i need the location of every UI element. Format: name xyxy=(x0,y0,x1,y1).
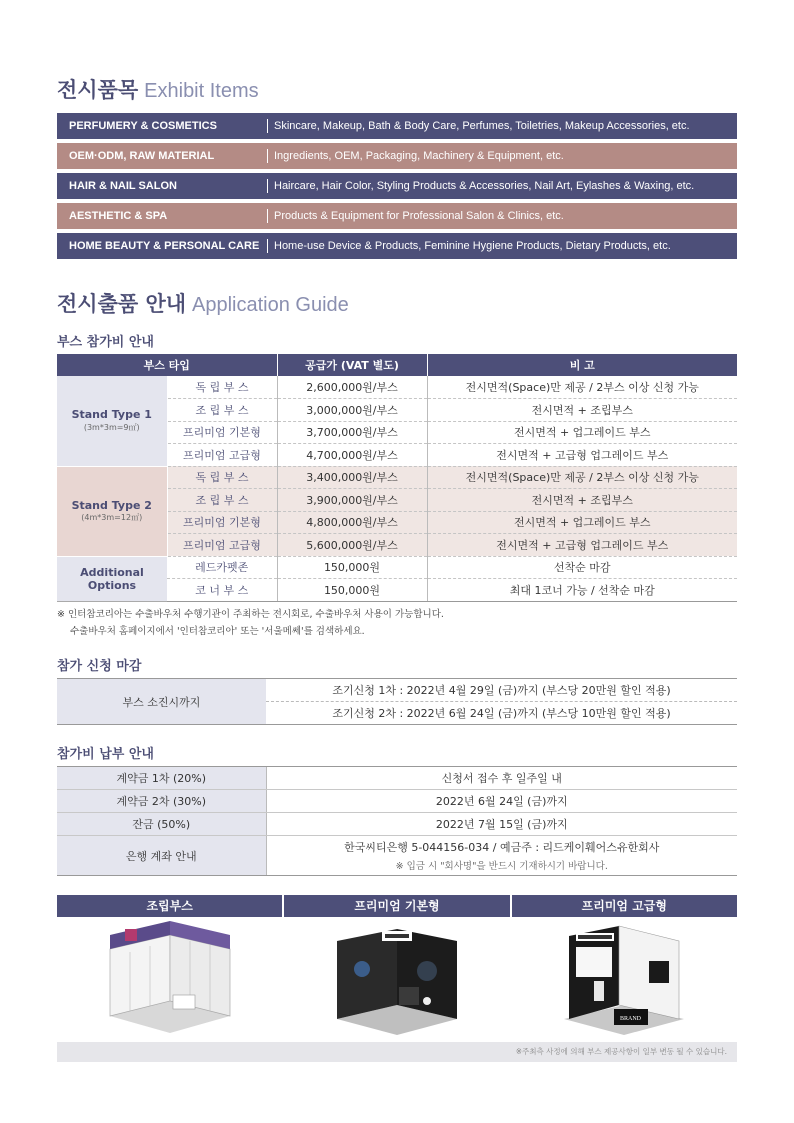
booth-price: 3,900,000원/부스 xyxy=(277,489,427,512)
booth-note: 전시면적 + 업그레이드 부스 xyxy=(427,421,737,444)
exhibit-description: Products & Equipment for Professional Salon & Clinics, etc. xyxy=(274,210,564,222)
options-label-line2: Options xyxy=(87,578,137,592)
exhibit-row xyxy=(57,173,737,199)
guide-title-ko: 전시출품 안내 xyxy=(57,292,187,316)
premium-deluxe-booth-image xyxy=(510,917,737,1042)
exhibit-category: HAIR & NAIL SALON xyxy=(69,180,177,192)
guide-section-title xyxy=(57,288,349,318)
note-line: ※ 인터참코리아는 수출바우처 수행기관이 주최하는 전시회로, 수출바우처 사용이 가능합니다. xyxy=(57,609,444,620)
booth-note: 전시면적(Space)만 제공 / 2부스 이상 신청 가능 xyxy=(427,376,737,399)
additional-options-cell xyxy=(57,556,167,601)
booth-note: 전시면적(Space)만 제공 / 2부스 이상 신청 가능 xyxy=(427,466,737,489)
payment-label: 잔금 (50%) xyxy=(57,813,266,836)
booth-header-shell: 조립부스 xyxy=(57,895,284,917)
booth-note: 선착순 마감 xyxy=(427,556,737,579)
header-booth-type: 부스 타입 xyxy=(57,354,277,376)
booth-price: 3,700,000원/부스 xyxy=(277,421,427,444)
booth-note: 전시면적 + 조립부스 xyxy=(427,489,737,512)
booth-name: 독 립 부 스 xyxy=(167,376,277,399)
table-row xyxy=(57,376,737,399)
exhibit-category: PERFUMERY & COSMETICS xyxy=(69,120,217,132)
booth-note: 최대 1코너 가능 / 선착순 마감 xyxy=(427,579,737,602)
voucher-note xyxy=(57,606,444,640)
header-note: 비 고 xyxy=(427,354,737,376)
exhibit-category: HOME BEAUTY & PERSONAL CARE xyxy=(69,240,260,252)
early-registration-2: 조기신청 2차 : 2022년 6월 24일 (금)까지 (부스당 10만원 할인 적용) xyxy=(266,702,737,725)
payment-label: 계약금 1차 (20%) xyxy=(57,767,266,790)
payment-value: 신청서 접수 후 일주일 내 xyxy=(266,767,737,790)
booth-name: 독 립 부 스 xyxy=(167,466,277,489)
table-header-row xyxy=(57,354,737,376)
booth-fee-table xyxy=(57,354,737,602)
bank-value-cell xyxy=(266,836,737,876)
exhibit-category: AESTHETIC & SPA xyxy=(69,210,168,222)
booth-name: 프리미엄 기본형 xyxy=(167,511,277,534)
deadline-label: 부스 소진시까지 xyxy=(57,679,266,725)
options-label-line1: Additional xyxy=(80,565,144,579)
exhibit-description: Skincare, Makeup, Bath & Body Care, Perfumes, Toiletries, Makeup Accessories, etc. xyxy=(274,120,690,132)
note-line: 수출바우처 홈페이지에서 '인터참코리아' 또는 '서울메쎄'를 검색하세요. xyxy=(70,626,365,637)
header-price: 공급가 (VAT 별도) xyxy=(277,354,427,376)
table-row xyxy=(57,790,737,813)
booth-gallery xyxy=(57,895,737,1062)
premium-basic-booth-image xyxy=(284,917,511,1042)
booth-price: 150,000원 xyxy=(277,579,427,602)
table-row xyxy=(57,767,737,790)
booth-name: 코 너 부 스 xyxy=(167,579,277,602)
booth-header-premium-deluxe: 프리미엄 고급형 xyxy=(512,895,737,917)
exhibit-row xyxy=(57,143,737,169)
stand-type-cell xyxy=(57,466,167,556)
payment-table xyxy=(57,766,737,876)
exhibit-row xyxy=(57,203,737,229)
booth-price: 3,400,000원/부스 xyxy=(277,466,427,489)
booth-header-premium-basic: 프리미엄 기본형 xyxy=(284,895,511,917)
booth-name: 프리미엄 고급형 xyxy=(167,444,277,467)
exhibit-title-en: Exhibit Items xyxy=(144,80,259,102)
booth-name: 프리미엄 고급형 xyxy=(167,534,277,557)
booth-name: 조 립 부 스 xyxy=(167,489,277,512)
booth-note: 전시면적 + 고급형 업그레이드 부스 xyxy=(427,534,737,557)
booth-images xyxy=(57,917,737,1042)
early-registration-1: 조기신청 1차 : 2022년 4월 29일 (금)까지 (부스당 20만원 할인 적용) xyxy=(266,679,737,702)
payment-label: 계약금 2차 (30%) xyxy=(57,790,266,813)
booth-price: 2,600,000원/부스 xyxy=(277,376,427,399)
payment-subtitle: 참가비 납부 안내 xyxy=(57,747,154,762)
table-row xyxy=(57,679,737,702)
stand-size: (3m*3m=9㎡) xyxy=(83,422,140,432)
booth-name: 조 립 부 스 xyxy=(167,399,277,422)
exhibit-description: Haircare, Hair Color, Styling Products & Accessories, Nail Art, Eylashes & Waxing, etc. xyxy=(274,180,695,192)
booth-note: 전시면적 + 고급형 업그레이드 부스 xyxy=(427,444,737,467)
svg-text:BRAND: BRAND xyxy=(619,1015,641,1022)
bank-account: 한국씨티은행 5-044156-034 / 예금주 : 리드케이훼어스유한회사 xyxy=(344,841,660,854)
booth-note: 전시면적 + 조립부스 xyxy=(427,399,737,422)
booth-price: 4,800,000원/부스 xyxy=(277,511,427,534)
booth-headers xyxy=(57,895,737,917)
table-row xyxy=(57,466,737,489)
divider xyxy=(267,119,268,133)
booth-price: 5,600,000원/부스 xyxy=(277,534,427,557)
stand-type-label: Stand Type 2 xyxy=(71,498,152,512)
divider xyxy=(267,209,268,223)
stand-type-label: Stand Type 1 xyxy=(71,408,152,422)
divider xyxy=(267,149,268,163)
exhibit-row xyxy=(57,113,737,139)
table-row xyxy=(57,556,737,579)
deadline-table xyxy=(57,678,737,725)
exhibit-list xyxy=(57,113,737,263)
stand-size: (4m*3m=12㎡) xyxy=(81,512,143,522)
deadline-subtitle: 참가 신청 마감 xyxy=(57,659,142,674)
table-row xyxy=(57,813,737,836)
payment-value: 2022년 6월 24일 (금)까지 xyxy=(266,790,737,813)
stand-type-cell xyxy=(57,376,167,466)
payment-value: 2022년 7월 15일 (금)까지 xyxy=(266,813,737,836)
exhibit-description: Ingredients, OEM, Packaging, Machinery & Equipment, etc. xyxy=(274,150,564,162)
booth-name: 레드카펫존 xyxy=(167,556,277,579)
table-row xyxy=(57,836,737,876)
bank-note: ※ 입금 시 "회사명"을 반드시 기재하시기 바랍니다. xyxy=(395,861,608,872)
exhibit-title-ko: 전시품목 xyxy=(57,78,139,102)
booth-note: 전시면적 + 업그레이드 부스 xyxy=(427,511,737,534)
shell-booth-image xyxy=(57,917,284,1042)
divider xyxy=(267,239,268,253)
exhibit-row xyxy=(57,233,737,259)
bank-label: 은행 계좌 안내 xyxy=(57,836,266,876)
booth-price: 150,000원 xyxy=(277,556,427,579)
booth-name: 프리미엄 기본형 xyxy=(167,421,277,444)
guide-title-en: Application Guide xyxy=(192,294,349,316)
exhibit-category: OEM·ODM, RAW MATERIAL xyxy=(69,150,215,162)
fee-subtitle: 부스 참가비 안내 xyxy=(57,335,154,350)
divider xyxy=(267,179,268,193)
exhibit-section-title xyxy=(57,74,259,104)
exhibit-description: Home-use Device & Products, Feminine Hygiene Products, Dietary Products, etc. xyxy=(274,240,671,252)
booth-footnote: ※주최측 사정에 의해 부스 제공사항이 일부 변동 될 수 있습니다. xyxy=(57,1042,737,1062)
booth-price: 4,700,000원/부스 xyxy=(277,444,427,467)
booth-price: 3,000,000원/부스 xyxy=(277,399,427,422)
